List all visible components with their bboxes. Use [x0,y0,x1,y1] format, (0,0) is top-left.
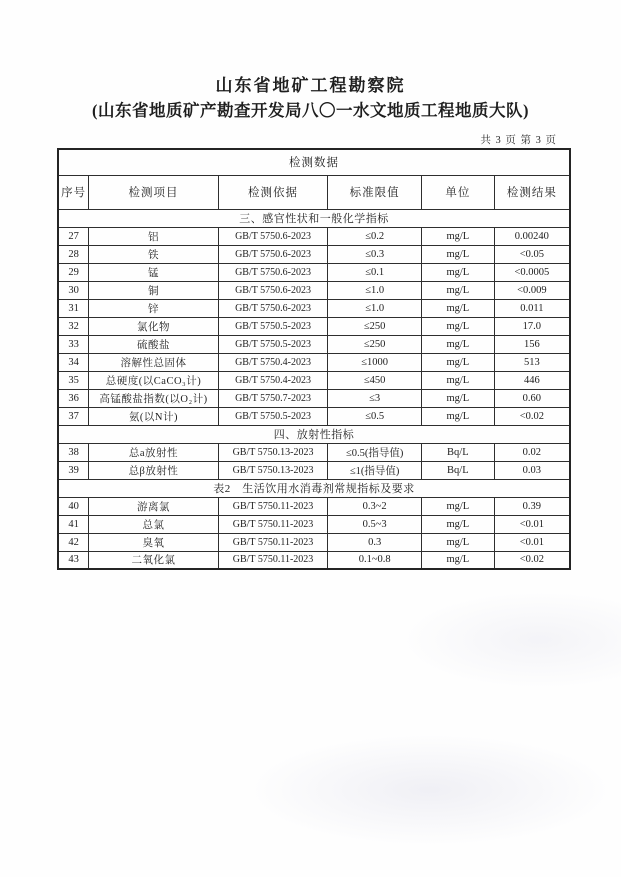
cell-result: <0.02 [494,407,570,425]
cell-standard-limit: ≤0.5(指导值) [328,443,422,461]
cell-test-item: 高锰酸盐指数(以O₂计) [89,389,219,407]
cell-seq-no: 40 [58,497,89,515]
cell-standard-limit: ≤0.3 [328,245,422,263]
cell-test-basis: GB/T 5750.4-2023 [218,353,328,371]
table-row [58,281,570,299]
cell-standard-limit: ≤250 [328,335,422,353]
cell-standard-limit: ≤3 [328,389,422,407]
cell-test-basis: GB/T 5750.4-2023 [218,371,328,389]
cell-test-basis: GB/T 5750.13-2023 [218,443,328,461]
cell-test-item: 溶解性总固体 [89,353,219,371]
column-header: 序号 [58,175,89,209]
section-header-row [58,209,570,227]
cell-test-basis: GB/T 5750.11-2023 [218,533,328,551]
cell-seq-no: 38 [58,443,89,461]
table-row [58,317,570,335]
table-row [58,551,570,569]
cell-result: 156 [494,335,570,353]
cell-standard-limit: ≤0.1 [328,263,422,281]
cell-unit: mg/L [422,515,495,533]
table-row [58,263,570,281]
cell-result: 0.011 [494,299,570,317]
cell-test-item: 氨(以N计) [89,407,219,425]
cell-test-item: 臭氧 [89,533,219,551]
table-row [58,461,570,479]
cell-standard-limit: ≤1.0 [328,299,422,317]
cell-unit: mg/L [422,317,495,335]
cell-seq-no: 35 [58,371,89,389]
cell-unit: Bq/L [422,461,495,479]
column-header: 单位 [422,175,495,209]
cell-result: <0.01 [494,515,570,533]
cell-seq-no: 37 [58,407,89,425]
table-row [58,353,570,371]
org-title: 山东省地矿工程勘察院 [215,76,406,95]
cell-test-basis: GB/T 5750.6-2023 [218,227,328,245]
column-header: 检测结果 [494,175,570,209]
cell-test-item: 锌 [89,299,219,317]
cell-seq-no: 30 [58,281,89,299]
cell-seq-no: 32 [58,317,89,335]
cell-test-item: 总β放射性 [89,461,219,479]
cell-test-item: 二氧化氯 [89,551,219,569]
table-row [58,299,570,317]
cell-unit: mg/L [422,533,495,551]
cell-unit: mg/L [422,299,495,317]
cell-unit: mg/L [422,263,495,281]
table-row [58,227,570,245]
cell-unit: mg/L [422,353,495,371]
org-subtitle: (山东省地质矿产勘查开发局八〇一水文地质工程地质大队) [92,101,529,120]
table-caption: 检测数据 [58,149,570,175]
section-title: 表2 生活饮用水消毒剂常规指标及要求 [58,479,570,497]
cell-test-item: 锰 [89,263,219,281]
cell-test-basis: GB/T 5750.6-2023 [218,281,328,299]
cell-test-basis: GB/T 5750.6-2023 [218,263,328,281]
cell-standard-limit: 0.1~0.8 [328,551,422,569]
cell-unit: mg/L [422,335,495,353]
cell-unit: mg/L [422,551,495,569]
cell-seq-no: 43 [58,551,89,569]
cell-unit: Bq/L [422,443,495,461]
cell-test-item: 总硬度(以CaCO₃计) [89,371,219,389]
cell-standard-limit: ≤0.5 [328,407,422,425]
cell-seq-no: 41 [58,515,89,533]
cell-result: 17.0 [494,317,570,335]
cell-seq-no: 39 [58,461,89,479]
table-row [58,371,570,389]
cell-result: 0.03 [494,461,570,479]
cell-unit: mg/L [422,371,495,389]
cell-test-basis: GB/T 5750.5-2023 [218,407,328,425]
cell-result: <0.02 [494,551,570,569]
column-header: 标准限值 [328,175,422,209]
section-title: 三、感官性状和一般化学指标 [58,209,570,227]
cell-test-item: 铝 [89,227,219,245]
table-row [58,389,570,407]
cell-standard-limit: ≤1(指导值) [328,461,422,479]
section-header-row [58,425,570,443]
cell-standard-limit: 0.5~3 [328,515,422,533]
cell-unit: mg/L [422,227,495,245]
column-header: 检测项目 [89,175,219,209]
column-header: 检测依据 [218,175,328,209]
cell-seq-no: 36 [58,389,89,407]
table-row [58,245,570,263]
cell-test-basis: GB/T 5750.5-2023 [218,335,328,353]
cell-standard-limit: ≤1000 [328,353,422,371]
cell-unit: mg/L [422,389,495,407]
cell-test-basis: GB/T 5750.6-2023 [218,245,328,263]
cell-result: <0.05 [494,245,570,263]
cell-standard-limit: ≤450 [328,371,422,389]
cell-test-basis: GB/T 5750.11-2023 [218,497,328,515]
cell-test-item: 铜 [89,281,219,299]
cell-test-basis: GB/T 5750.11-2023 [218,551,328,569]
document-header [0,0,621,123]
cell-unit: mg/L [422,281,495,299]
cell-seq-no: 42 [58,533,89,551]
cell-standard-limit: ≤0.2 [328,227,422,245]
cell-unit: mg/L [422,407,495,425]
table-row [58,497,570,515]
cell-test-item: 铁 [89,245,219,263]
cell-result: 0.00240 [494,227,570,245]
cell-standard-limit: 0.3~2 [328,497,422,515]
cell-test-basis: GB/T 5750.13-2023 [218,461,328,479]
cell-seq-no: 28 [58,245,89,263]
table-row [58,407,570,425]
table-header-row [58,175,570,209]
cell-unit: mg/L [422,245,495,263]
cell-test-item: 硫酸盐 [89,335,219,353]
table-row [58,515,570,533]
section-header-row [58,479,570,497]
cell-seq-no: 33 [58,335,89,353]
page-counter: 共 3 页 第 3 页 [480,135,557,146]
cell-result: <0.01 [494,533,570,551]
cell-result: 0.60 [494,389,570,407]
cell-result: <0.009 [494,281,570,299]
cell-seq-no: 34 [58,353,89,371]
cell-seq-no: 27 [58,227,89,245]
cell-seq-no: 31 [58,299,89,317]
cell-test-basis: GB/T 5750.5-2023 [218,317,328,335]
cell-test-basis: GB/T 5750.7-2023 [218,389,328,407]
table-row [58,335,570,353]
cell-result: 446 [494,371,570,389]
cell-result: 513 [494,353,570,371]
cell-test-basis: GB/T 5750.6-2023 [218,299,328,317]
cell-result: <0.0005 [494,263,570,281]
cell-test-basis: GB/T 5750.11-2023 [218,515,328,533]
cell-result: 0.02 [494,443,570,461]
test-results-table [57,148,571,570]
section-title: 四、放射性指标 [58,425,570,443]
table-row [58,533,570,551]
cell-test-item: 游离氯 [89,497,219,515]
cell-test-item: 总a放射性 [89,443,219,461]
cell-seq-no: 29 [58,263,89,281]
table-row [58,443,570,461]
cell-standard-limit: 0.3 [328,533,422,551]
cell-test-item: 总氯 [89,515,219,533]
cell-test-item: 氯化物 [89,317,219,335]
cell-unit: mg/L [422,497,495,515]
cell-standard-limit: ≤1.0 [328,281,422,299]
table-caption-row [58,149,570,175]
cell-standard-limit: ≤250 [328,317,422,335]
cell-result: 0.39 [494,497,570,515]
